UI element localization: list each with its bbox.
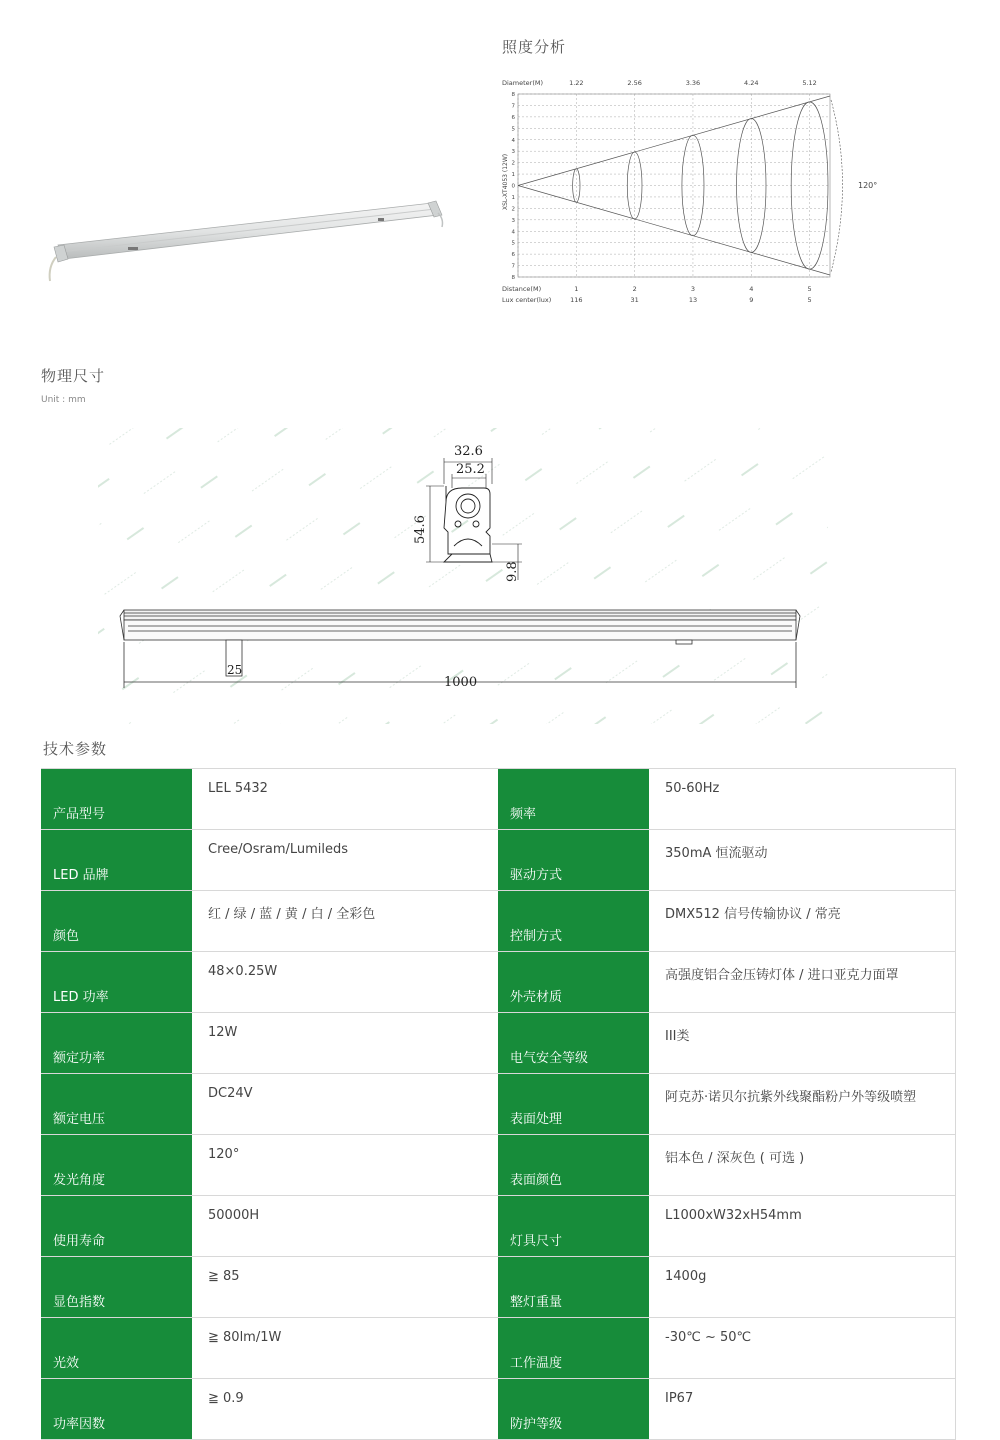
dimensions-title: 物理尺寸 bbox=[41, 367, 106, 385]
spec-row bbox=[41, 830, 955, 891]
spec-value: 阿克苏·诺贝尔抗紫外线聚酯粉户外等级喷塑 bbox=[649, 1074, 955, 1135]
spec-label: 电气安全等级 bbox=[498, 1013, 649, 1074]
spec-row bbox=[41, 1013, 955, 1074]
spec-row bbox=[41, 1074, 955, 1135]
distance-value: 5 bbox=[807, 285, 812, 293]
spec-value: 50000H bbox=[192, 1196, 498, 1257]
dim-length: 1000 bbox=[444, 675, 478, 690]
spec-label: 整灯重量 bbox=[498, 1257, 649, 1318]
lux-value: 31 bbox=[630, 296, 639, 304]
y-tick-label: 3 bbox=[511, 149, 515, 156]
spec-label: 颜色 bbox=[41, 891, 192, 952]
diameter-value: 5.12 bbox=[802, 79, 817, 87]
lux-value: 116 bbox=[570, 296, 583, 304]
distance-value: 2 bbox=[632, 285, 637, 293]
lux-value: 13 bbox=[688, 296, 698, 304]
spec-value: -30℃ ~ 50℃ bbox=[649, 1318, 955, 1379]
cone-edge-bottom bbox=[518, 186, 830, 276]
spec-row bbox=[41, 769, 955, 830]
spec-row bbox=[41, 1318, 955, 1379]
spec-label: 额定功率 bbox=[41, 1013, 192, 1074]
spec-value: Cree/Osram/Lumileds bbox=[192, 830, 498, 891]
y-tick-label: 1 bbox=[511, 194, 515, 201]
spec-label: 工作温度 bbox=[498, 1318, 649, 1379]
y-tick-label: 4 bbox=[511, 229, 515, 236]
distance-labels bbox=[574, 285, 811, 293]
spec-value: ≧ 85 bbox=[192, 1257, 498, 1318]
spec-value: 350mA 恒流驱动 bbox=[649, 830, 955, 891]
spec-value: DC24V bbox=[192, 1074, 498, 1135]
spec-value: 12W bbox=[192, 1013, 498, 1074]
spec-label: 驱动方式 bbox=[498, 830, 649, 891]
y-tick-label: 8 bbox=[511, 92, 515, 98]
spec-table bbox=[41, 768, 956, 1440]
spec-value: 1400g bbox=[649, 1257, 955, 1318]
y-tick-label: 6 bbox=[511, 114, 515, 121]
spec-label: LED 功率 bbox=[41, 952, 192, 1013]
lux-value: 5 bbox=[807, 296, 812, 304]
y-tick-label: 0 bbox=[511, 183, 515, 190]
spec-value: 48×0.25W bbox=[192, 952, 498, 1013]
spec-row bbox=[41, 1135, 955, 1196]
spec-value: IP67 bbox=[649, 1379, 955, 1440]
illuminance-chart bbox=[498, 72, 898, 312]
spec-label: 使用寿命 bbox=[41, 1196, 192, 1257]
dimension-drawing bbox=[98, 428, 828, 724]
y-tick-label: 2 bbox=[511, 160, 515, 167]
spec-row bbox=[41, 1257, 955, 1318]
diameter-axis-label: Diameter(M) bbox=[502, 79, 544, 87]
diameter-value: 2.56 bbox=[627, 79, 642, 87]
cone-edge-top bbox=[518, 96, 830, 186]
unit-label: Unit : mm bbox=[41, 395, 86, 405]
y-tick-label: 5 bbox=[511, 126, 515, 133]
diameter-labels bbox=[569, 79, 817, 87]
diameter-value: 4.24 bbox=[744, 79, 759, 87]
spec-value: 120° bbox=[192, 1135, 498, 1196]
spec-row bbox=[41, 1379, 955, 1440]
lux-labels bbox=[570, 296, 812, 304]
spec-label: 表面颜色 bbox=[498, 1135, 649, 1196]
specs-title: 技术参数 bbox=[43, 740, 108, 758]
spec-label: 发光角度 bbox=[41, 1135, 192, 1196]
y-tick-labels bbox=[512, 92, 516, 281]
spec-value: ≧ 80lm/1W bbox=[192, 1318, 498, 1379]
diameter-value: 1.22 bbox=[569, 79, 584, 87]
spec-label: 防护等级 bbox=[498, 1379, 649, 1440]
spec-value: III类 bbox=[649, 1013, 955, 1074]
distance-value: 1 bbox=[574, 285, 579, 293]
y-tick-label: 2 bbox=[511, 206, 515, 213]
beam-angle-arc bbox=[831, 100, 843, 272]
dim-width-inner: 25.2 bbox=[456, 462, 485, 477]
spec-value: L1000xW32xH54mm bbox=[649, 1196, 955, 1257]
beam-angle-label: 120° bbox=[858, 181, 878, 190]
spec-value: 红 / 绿 / 蓝 / 黄 / 白 / 全彩色 bbox=[192, 891, 498, 952]
y-tick-label: 6 bbox=[511, 252, 515, 259]
y-tick-label: 7 bbox=[511, 103, 515, 110]
chart-grid bbox=[518, 94, 830, 277]
y-axis-label: XSL-XT4053 (12W) bbox=[502, 153, 509, 210]
distance-value: 3 bbox=[690, 285, 696, 293]
y-tick-label: 7 bbox=[511, 263, 515, 270]
spec-value: ≧ 0.9 bbox=[208, 1391, 244, 1406]
y-tick-label: 8 bbox=[511, 275, 515, 281]
spec-label: 光效 bbox=[41, 1318, 192, 1379]
spec-label: 控制方式 bbox=[498, 891, 649, 952]
spec-row bbox=[41, 1196, 955, 1257]
dim-bracket: 25 bbox=[227, 663, 243, 677]
dim-width-top: 32.6 bbox=[454, 444, 483, 459]
spec-label: 频率 bbox=[498, 769, 649, 830]
distance-value: 4 bbox=[749, 285, 754, 293]
distance-axis-label: Distance(M) bbox=[502, 285, 542, 293]
lux-axis-label: Lux center(lux) bbox=[502, 296, 552, 304]
spec-value: 50-60Hz bbox=[649, 769, 955, 830]
y-tick-label: 5 bbox=[511, 240, 515, 247]
dim-base: 9.8 bbox=[505, 561, 520, 582]
spec-value: DMX512 信号传输协议 / 常亮 bbox=[649, 891, 955, 952]
lux-value: 9 bbox=[749, 296, 754, 304]
illuminance-title: 照度分析 bbox=[502, 38, 567, 56]
spec-value: 铝本色 / 深灰色 ( 可选 ) bbox=[649, 1135, 955, 1196]
spec-value: LEL 5432 bbox=[192, 769, 498, 830]
spec-row bbox=[41, 952, 955, 1013]
diameter-value: 3.36 bbox=[685, 79, 701, 87]
spec-label: 表面处理 bbox=[498, 1074, 649, 1135]
y-tick-label: 1 bbox=[511, 172, 515, 179]
spec-label: 产品型号 bbox=[41, 769, 192, 830]
spec-label: 灯具尺寸 bbox=[498, 1196, 649, 1257]
spec-label: 功率因数 bbox=[41, 1379, 192, 1440]
spec-label: 显色指数 bbox=[41, 1257, 192, 1318]
spec-label: 外壳材质 bbox=[498, 952, 649, 1013]
spec-row bbox=[41, 891, 955, 952]
spec-value: 高强度铝合金压铸灯体 / 进口亚克力面罩 bbox=[649, 952, 955, 1013]
spec-label: LED 品牌 bbox=[41, 830, 192, 891]
y-tick-label: 3 bbox=[511, 217, 515, 224]
spec-label: 额定电压 bbox=[41, 1074, 192, 1135]
product-image bbox=[40, 195, 450, 290]
dim-height: 54.6 bbox=[413, 515, 428, 544]
y-tick-label: 4 bbox=[511, 137, 515, 144]
